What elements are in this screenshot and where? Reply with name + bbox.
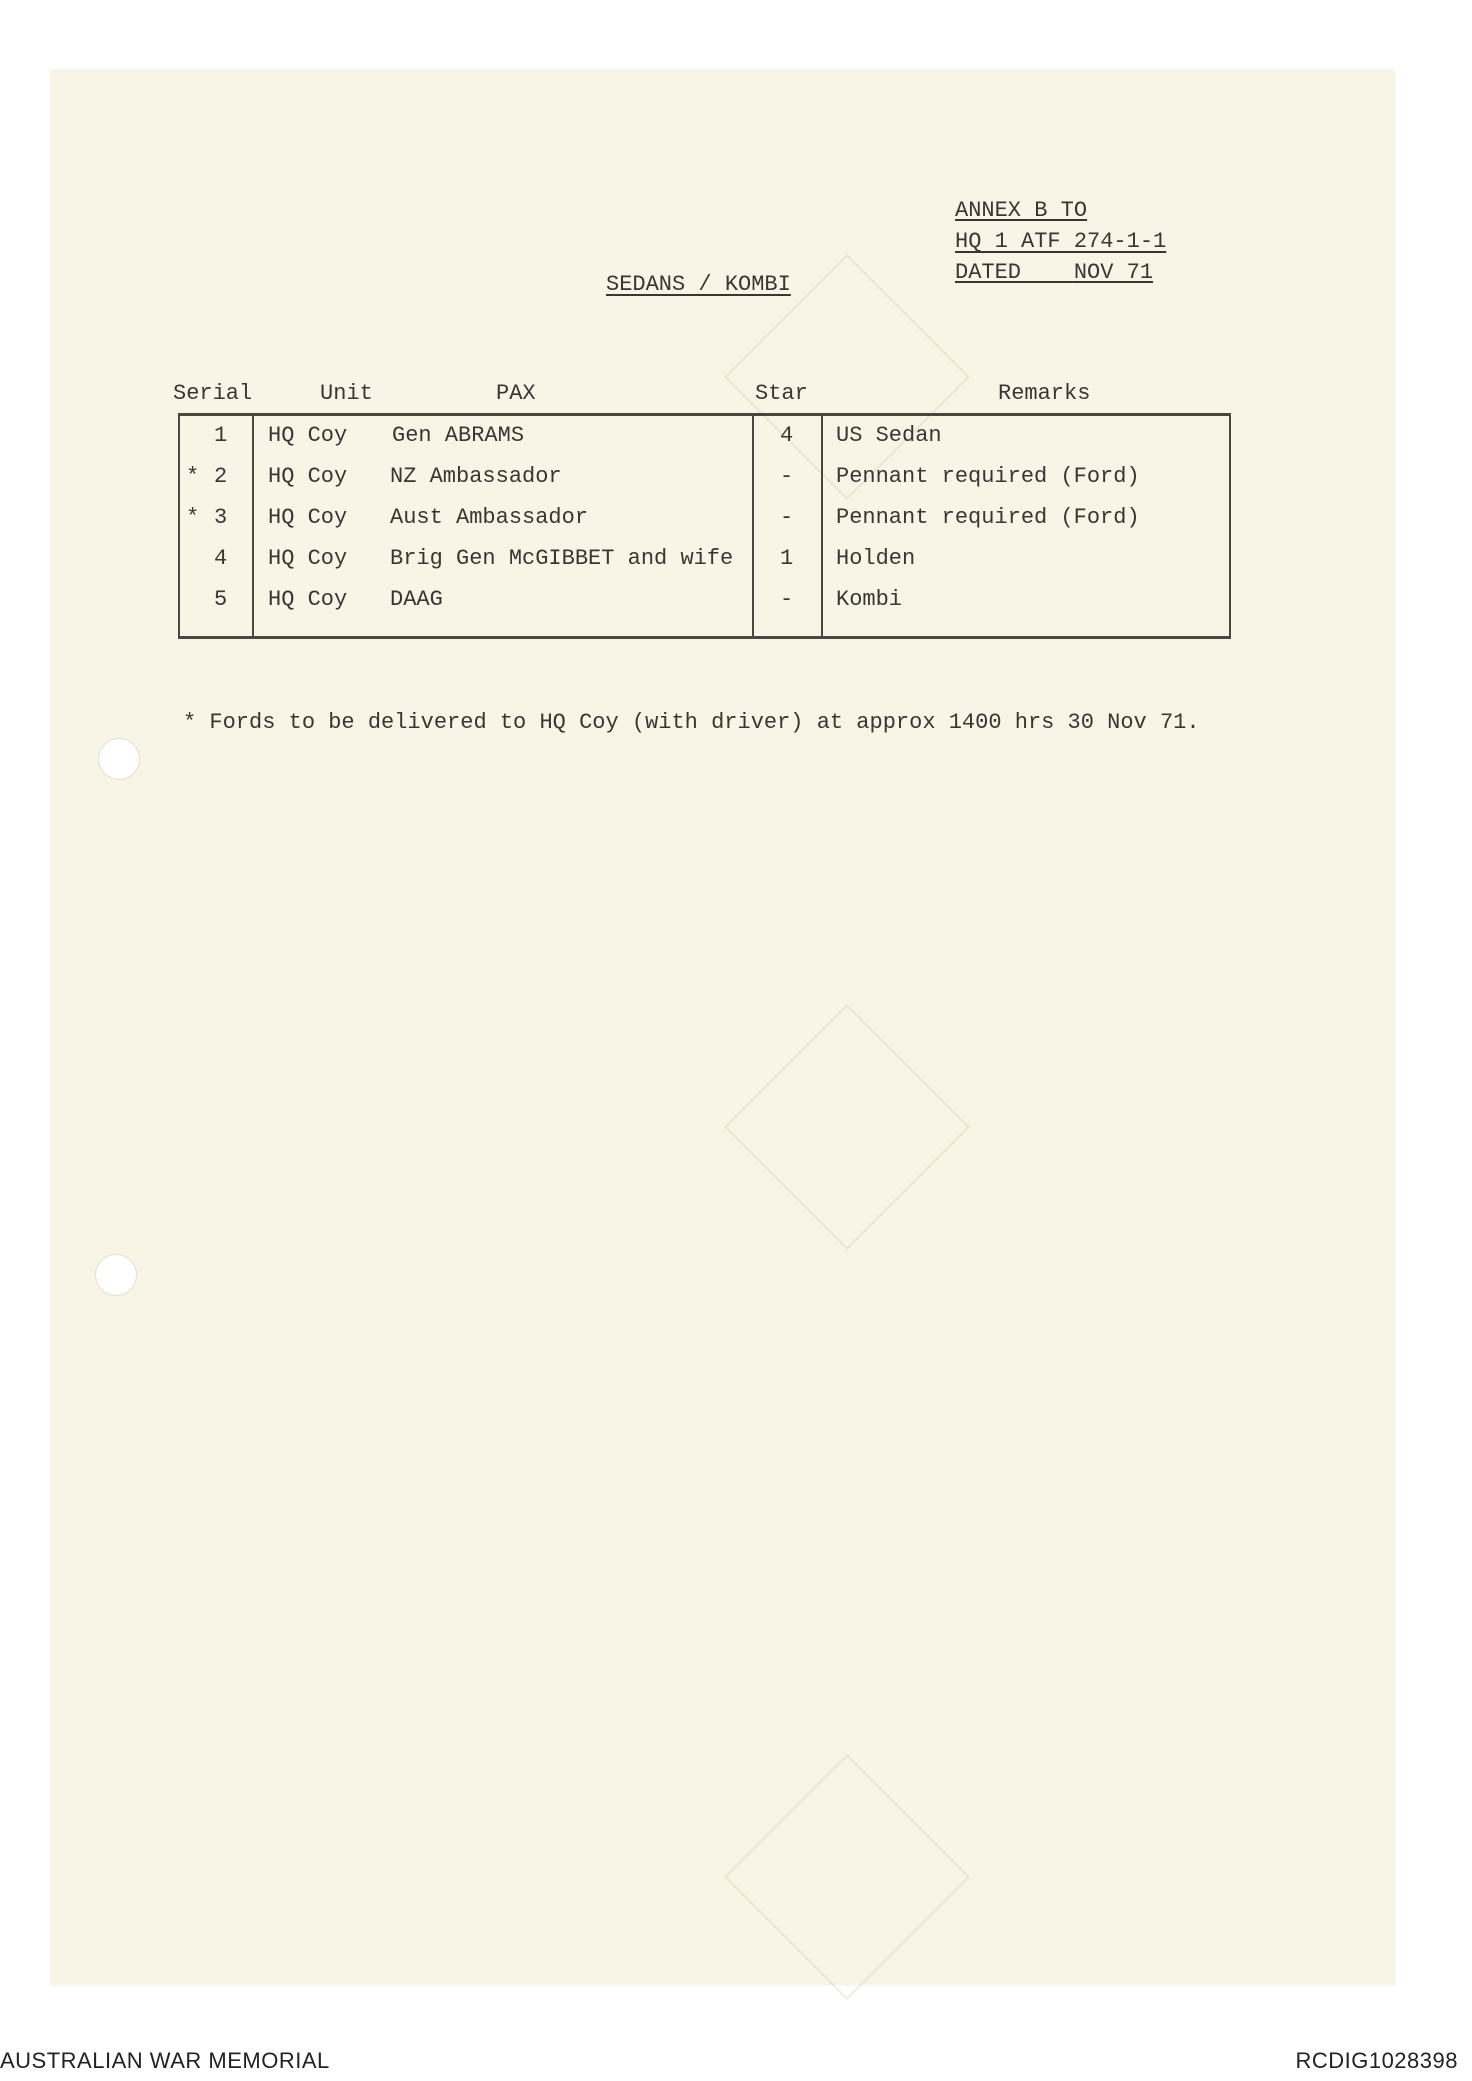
header-serial: Serial xyxy=(173,381,253,406)
row-remarks: Pennant required (Ford) xyxy=(836,505,1140,530)
row-unit: HQ Coy xyxy=(268,505,348,530)
annex-line-3 xyxy=(955,257,1166,288)
row-remarks: US Sedan xyxy=(836,423,942,448)
row-serial: 3 xyxy=(214,505,228,530)
table-divider-pax-star xyxy=(752,416,754,636)
footnote: * Fords to be delivered to HQ Coy (with driver) at approx 1400 hrs 30 Nov 71. xyxy=(183,710,1200,735)
row-pax: Brig Gen McGIBBET and wife xyxy=(390,546,734,571)
table-divider-serial-unit xyxy=(252,416,254,636)
annex-line-2: HQ 1 ATF 274-1-1 xyxy=(955,229,1167,254)
row-star: - xyxy=(780,464,794,489)
row-unit: HQ Coy xyxy=(268,423,348,448)
row-serial: 4 xyxy=(214,546,228,571)
row-serial: 5 xyxy=(214,587,228,612)
row-star: - xyxy=(780,505,794,530)
header-star: Star xyxy=(755,381,808,406)
row-star: - xyxy=(780,587,794,612)
row-unit: HQ Coy xyxy=(268,546,348,571)
document-page xyxy=(50,70,1395,1985)
row-pax: Gen ABRAMS xyxy=(392,423,525,448)
document-title: SEDANS / KOMBI xyxy=(606,272,791,297)
punch-hole-top xyxy=(98,738,140,780)
row-star: 4 xyxy=(780,423,794,448)
table-divider-star-remarks xyxy=(821,416,823,636)
annex-reference xyxy=(955,195,1166,288)
row-mark: * xyxy=(186,505,200,530)
archive-credit: AUSTRALIAN WAR MEMORIAL xyxy=(0,2048,330,2073)
header-remarks: Remarks xyxy=(998,381,1091,406)
header-pax: PAX xyxy=(496,381,536,406)
annex-dated-value: NOV 71 xyxy=(1073,260,1154,285)
archive-id: RCDIG1028398 xyxy=(1295,2048,1458,2073)
row-unit: HQ Coy xyxy=(268,464,348,489)
annex-dated-label: DATED xyxy=(955,260,1022,285)
vehicle-table xyxy=(178,413,1231,639)
row-pax: DAAG xyxy=(390,587,443,612)
row-mark: * xyxy=(186,464,200,489)
row-remarks: Pennant required (Ford) xyxy=(836,464,1140,489)
row-star: 1 xyxy=(780,546,794,571)
row-pax: Aust Ambassador xyxy=(390,505,589,530)
row-pax: NZ Ambassador xyxy=(390,464,562,489)
annex-line-1: ANNEX B TO xyxy=(955,198,1088,223)
row-unit: HQ Coy xyxy=(268,587,348,612)
header-unit: Unit xyxy=(320,381,373,406)
row-serial: 1 xyxy=(214,423,228,448)
row-serial: 2 xyxy=(214,464,228,489)
row-remarks: Kombi xyxy=(836,587,903,612)
punch-hole-bottom xyxy=(95,1254,137,1296)
row-remarks: Holden xyxy=(836,546,916,571)
